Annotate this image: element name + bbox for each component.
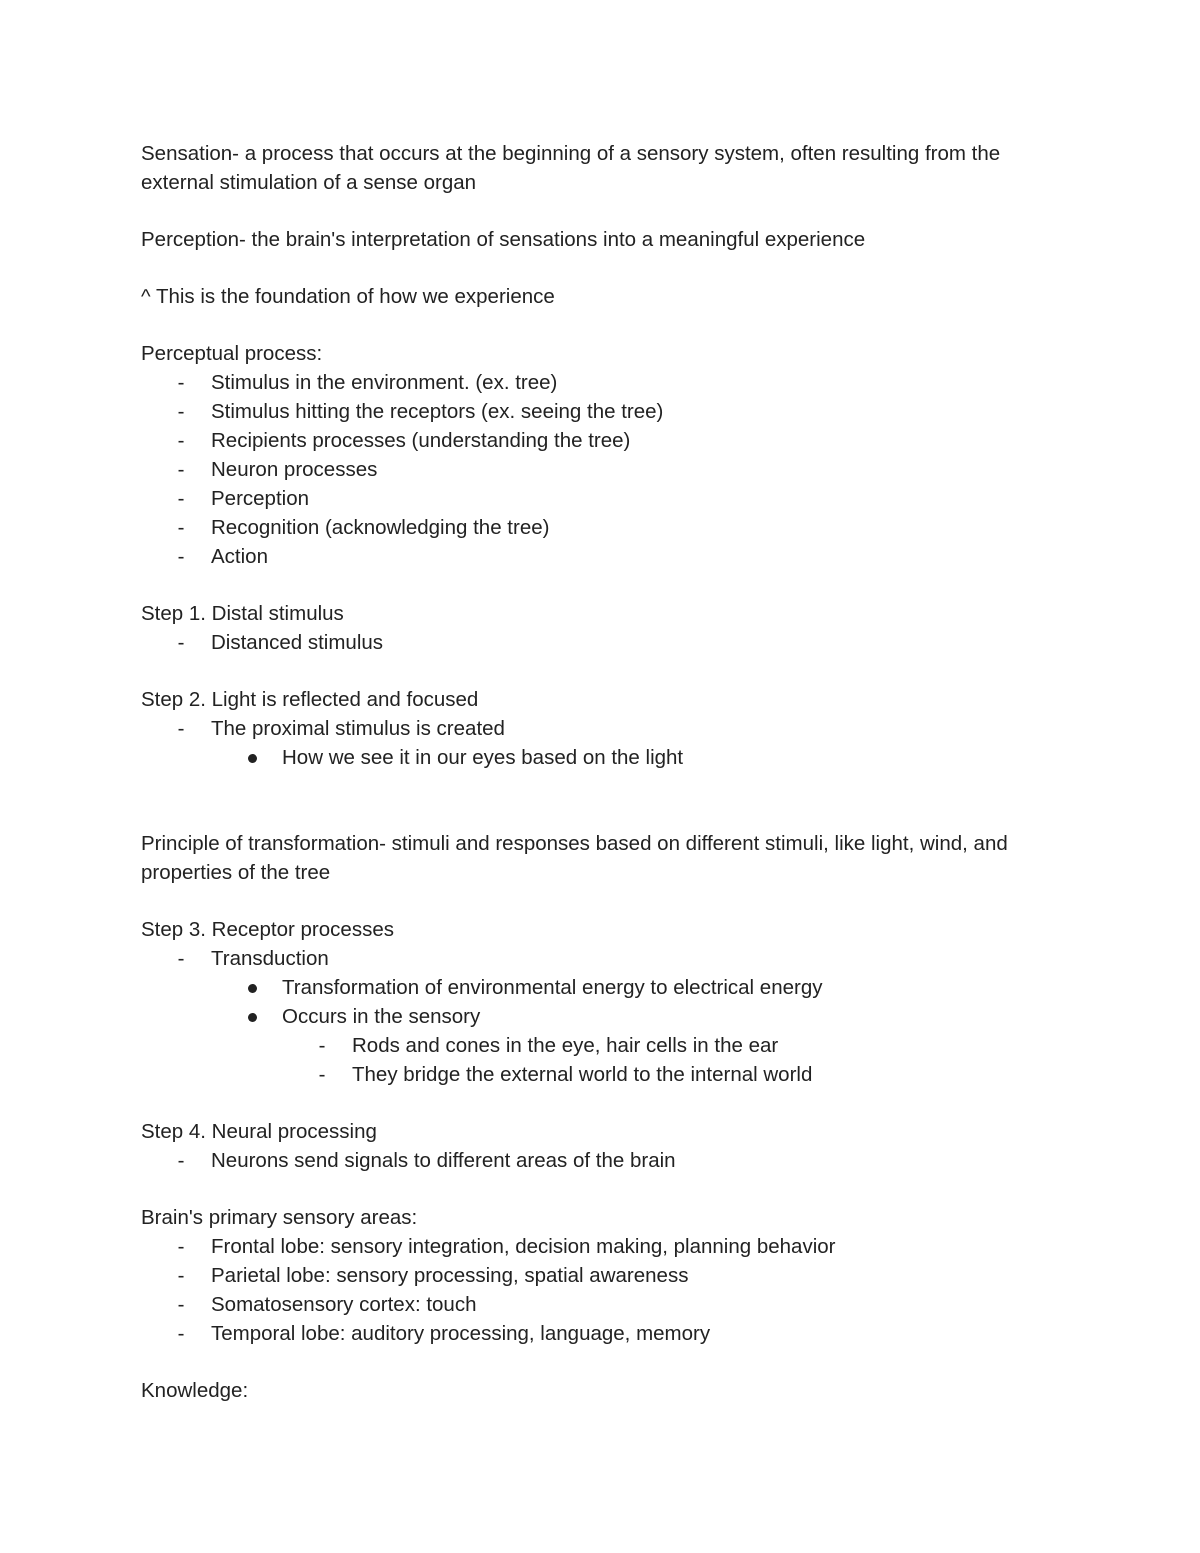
transformation-principle: Principle of transformation- stimuli and responses based on different stimuli, like light, wind, and properties of the tree [141,832,1008,884]
list-item: - Transduction [141,944,1071,973]
document-page [141,139,1071,1405]
list-sub-sub-item: - Rods and cones in the eye, hair cells in the ear [141,1031,1071,1060]
step4-heading: Step 4. Neural processing [141,1120,377,1143]
dash-marker: - [177,458,185,481]
dash-marker: - [177,371,185,394]
list-item: - Distanced stimulus [141,628,1071,657]
dash-marker: - [177,545,185,568]
step2-heading: Step 2. Light is reflected and focused [141,688,479,711]
list-item: - Neurons send signals to different areas of the brain [141,1146,1071,1175]
list-sub-item: How we see it in our eyes based on the light [141,743,1071,772]
dash-marker: - [177,1149,185,1172]
dash-marker: - [177,631,185,654]
list-item: - Stimulus in the environment. (ex. tree) [141,368,1071,397]
list-item: - Recipients processes (understanding the tree) [141,426,1071,455]
list-item: - Perception [141,484,1071,513]
dash-marker: - [177,947,185,970]
list-item: - Somatosensory cortex: touch [141,1290,1071,1319]
list-item: - Neuron processes [141,455,1071,484]
dash-marker: - [318,1063,326,1086]
perceptual-process-heading: Perceptual process: [141,342,323,365]
list-sub-item: Occurs in the sensory [141,1002,1071,1031]
list-sub-sub-item: - They bridge the external world to the internal world [141,1060,1071,1089]
dash-marker: - [177,1264,185,1287]
step3-heading: Step 3. Receptor processes [141,918,394,941]
list-item: - The proximal stimulus is created [141,714,1071,743]
dash-marker: - [177,1235,185,1258]
list-sub-item: Transformation of environmental energy to electrical energy [141,973,1071,1002]
dash-marker: - [177,1322,185,1345]
list-item: - Action [141,542,1071,571]
list-item: - Recognition (acknowledging the tree) [141,513,1071,542]
list-item: - Temporal lobe: auditory processing, language, memory [141,1319,1071,1348]
dash-marker: - [177,516,185,539]
dash-marker: - [177,487,185,510]
perception-definition: Perception- the brain's interpretation of sensations into a meaningful experience [141,228,866,251]
dash-marker: - [177,429,185,452]
dash-marker: - [318,1034,326,1057]
sensation-definition: Sensation- a process that occurs at the beginning of a sensory system, often resulting from the external stimulation of a sense organ [141,142,1001,194]
list-item: - Frontal lobe: sensory integration, decision making, planning behavior [141,1232,1071,1261]
brain-areas-heading: Brain's primary sensory areas: [141,1206,418,1229]
dash-marker: - [177,400,185,423]
step1-heading: Step 1. Distal stimulus [141,602,344,625]
dash-marker: - [177,717,185,740]
dash-marker: - [177,1293,185,1316]
knowledge-heading: Knowledge: [141,1379,249,1402]
foundation-note: ^ This is the foundation of how we experience [141,285,555,308]
list-item: - Stimulus hitting the receptors (ex. seeing the tree) [141,397,1071,426]
list-item: - Parietal lobe: sensory processing, spatial awareness [141,1261,1071,1290]
